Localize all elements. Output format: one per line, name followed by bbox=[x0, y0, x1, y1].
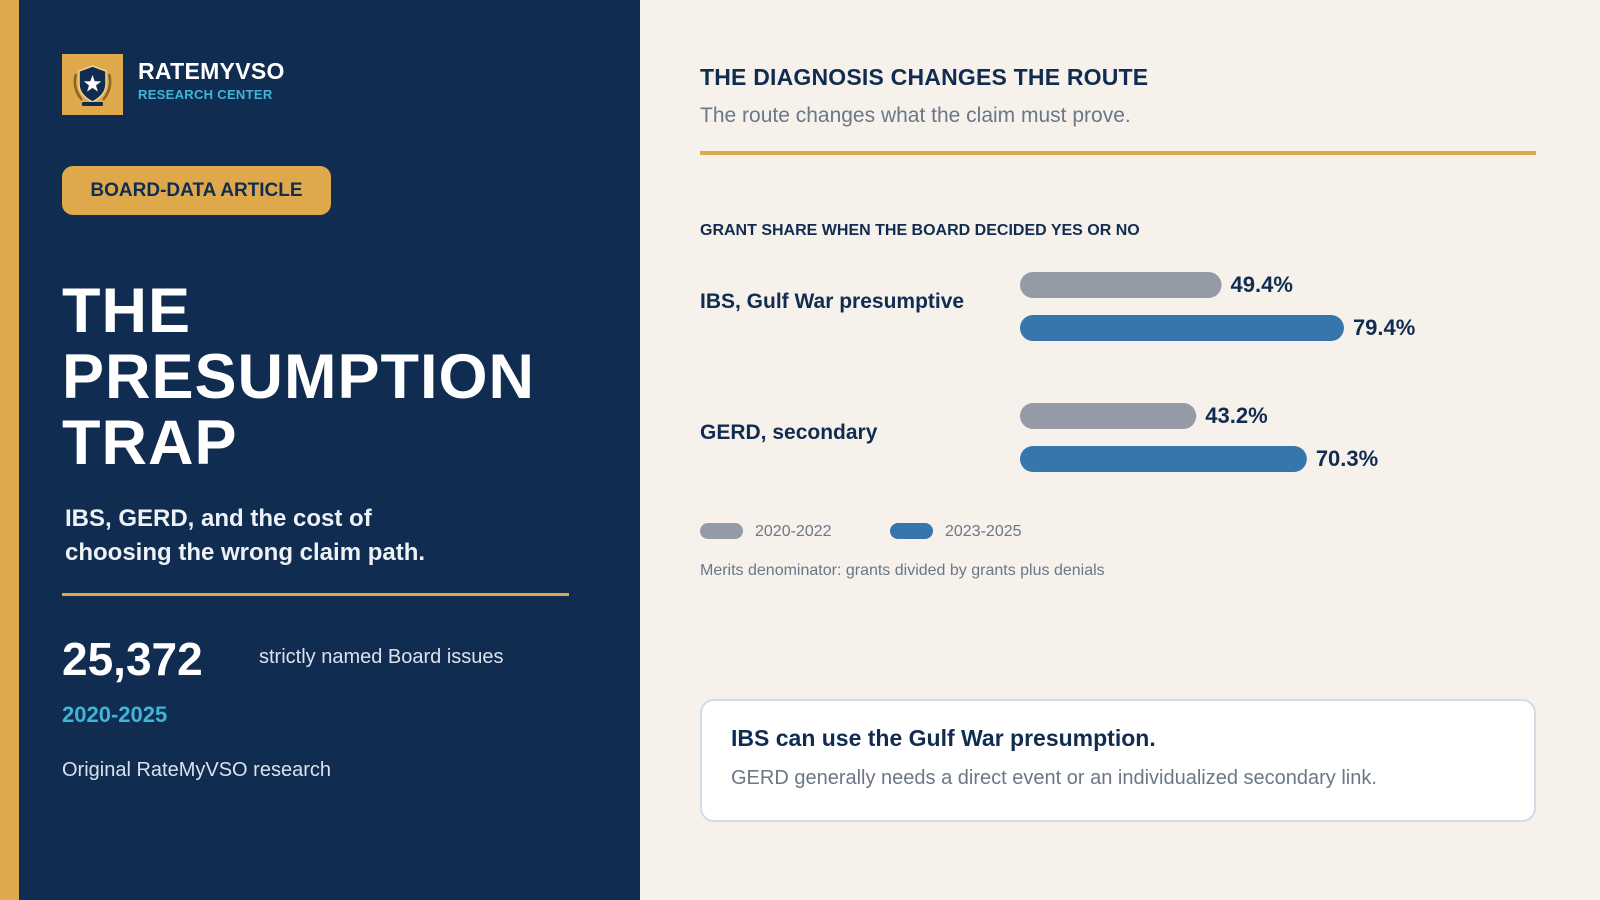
bar bbox=[1020, 315, 1344, 341]
chart-title: GRANT SHARE WHEN THE BOARD DECIDED YES OR NO bbox=[700, 222, 1140, 239]
article-type-badge: BOARD-DATA ARTICLE bbox=[62, 166, 331, 215]
callout-title: IBS can use the Gulf War presumption. bbox=[731, 725, 1156, 751]
legend-label: 2023-2025 bbox=[945, 523, 1022, 540]
data-label: 79.4% bbox=[1352, 315, 1416, 340]
attribution: Original RateMyVSO research bbox=[62, 759, 331, 781]
section-subtitle: The route changes what the claim must prove. bbox=[700, 104, 1131, 127]
brand-name: RATEMYVSO bbox=[138, 58, 285, 84]
legend-swatch bbox=[890, 523, 933, 539]
callout-card bbox=[700, 699, 1536, 822]
divider bbox=[62, 593, 569, 596]
data-label: 49.4% bbox=[1230, 272, 1293, 297]
bar bbox=[1020, 446, 1307, 472]
article-subtitle bbox=[65, 502, 485, 570]
section-title: THE DIAGNOSIS CHANGES THE ROUTE bbox=[700, 64, 1149, 90]
brand-subtitle: RESEARCH CENTER bbox=[138, 87, 273, 102]
date-range: 2020-2025 bbox=[62, 702, 168, 727]
bar bbox=[1020, 403, 1196, 429]
issue-count-label: strictly named Board issues bbox=[259, 646, 504, 668]
headline-line: TRAP bbox=[62, 408, 238, 478]
category-label: GERD, secondary bbox=[700, 421, 878, 444]
bar bbox=[1020, 272, 1222, 298]
headline-line: PRESUMPTION bbox=[62, 342, 536, 412]
issue-count: 25,372 bbox=[62, 633, 203, 685]
callout-body: GERD generally needs a direct event or an individualized secondary link. bbox=[731, 767, 1377, 789]
legend-swatch bbox=[700, 523, 743, 539]
category-label: IBS, Gulf War presumptive bbox=[700, 290, 965, 313]
legend-label: 2020-2022 bbox=[755, 523, 832, 540]
chart-footnote: Merits denominator: grants divided by grants plus denials bbox=[700, 562, 1105, 579]
shield-star-laurel-icon bbox=[62, 54, 123, 115]
data-label: 43.2% bbox=[1205, 403, 1268, 428]
grant-share-bar-chart bbox=[680, 210, 1440, 590]
article-headline bbox=[62, 278, 602, 476]
accent-stripe bbox=[0, 0, 19, 900]
subtitle-line: choosing the wrong claim path. bbox=[65, 539, 426, 566]
data-label: 70.3% bbox=[1315, 446, 1379, 471]
headline-line: THE bbox=[62, 276, 191, 346]
subtitle-line: IBS, GERD, and the cost of bbox=[65, 505, 372, 532]
section-divider bbox=[700, 151, 1536, 155]
